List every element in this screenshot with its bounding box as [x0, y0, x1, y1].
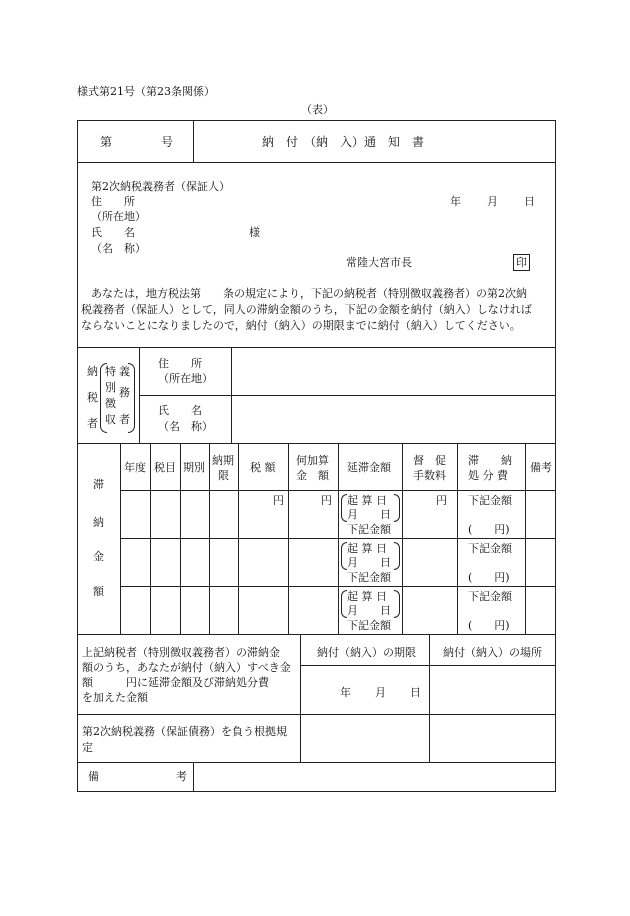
issuer: 常陸大宮市長	[346, 256, 412, 269]
payment-desc-2: 額のうち，あなたが納付（納入）すべき金	[82, 661, 291, 674]
notice-line-3: ならないことになりましたので，納付（納入）の期限までに納付（納入）してください。	[81, 319, 521, 332]
col-due-2: 限	[218, 469, 229, 482]
row3-calc-date: 月 日	[347, 604, 391, 617]
taxpayer-address-sub: （所在地）	[158, 372, 213, 385]
basis-label-2: 定	[82, 741, 93, 754]
date-month: 月	[487, 195, 498, 208]
paren-col1-char2: 別	[105, 381, 116, 394]
date-day: 日	[524, 195, 535, 208]
taxpayer-label-2: 税	[87, 391, 98, 404]
side-label: （表）	[301, 103, 334, 116]
row3-disposal-yen: ( 円)	[468, 619, 510, 632]
row1-fee-yen: 円	[436, 494, 447, 507]
paren-col2-char3: 者	[119, 413, 130, 426]
col-year: 年度	[124, 461, 146, 474]
row1-disposal-below: 下記金額	[468, 494, 512, 507]
paren-col2-char2: 務	[119, 386, 130, 399]
addressee-name-label: 氏 名	[91, 226, 135, 239]
number-label-prefix: 第	[100, 135, 113, 149]
row1-calc-start: 起 算 日	[347, 494, 387, 507]
arrears-label-4: 額	[93, 585, 104, 598]
col-due-1: 納期	[212, 454, 234, 467]
col-tax-item: 税目	[154, 461, 176, 474]
taxpayer-name-label: 氏 名	[158, 404, 202, 417]
paren-col1-char3: 徴	[105, 397, 116, 410]
row3-calc-start: 起 算 日	[347, 590, 387, 603]
basis-label-1: 第2次納税義務（保証債務）を負う根拠規	[82, 725, 287, 738]
col-tax-amount: 税 額	[250, 461, 276, 474]
addressee-name-sub: （名 称）	[91, 242, 146, 255]
notice-line-1: あなたは，地方税法第 条の規定により，下記の納税者（特別徴収義務者）の第2次納	[91, 287, 527, 300]
taxpayer-name-sub: （名 称）	[158, 420, 213, 433]
place-label: 納付（納入）の場所	[443, 646, 542, 659]
payment-desc-3: 額 円に延滞金額及び滞納処分費	[82, 676, 269, 689]
addressee-address-sub: （所在地）	[91, 210, 146, 223]
taxpayer-label-3: 者	[87, 417, 98, 430]
paren-col1-char1: 特	[105, 365, 116, 378]
row2-calc-start: 起 算 日	[347, 542, 387, 555]
row3-below-amount: 下記金額	[347, 619, 391, 632]
row1-calc-date: 月 日	[347, 508, 391, 521]
row1-surcharge-yen: 円	[321, 494, 332, 507]
remarks-label-1: 備	[88, 770, 99, 783]
col-disposal-1: 滞 納	[468, 454, 512, 467]
paren-col2-char1: 義	[119, 365, 130, 378]
col-period: 期別	[183, 461, 205, 474]
col-disposal-2: 処 分 費	[468, 469, 508, 482]
taxpayer-address-label: 住 所	[158, 357, 202, 370]
deadline-day: 日	[410, 686, 421, 699]
frame-right	[555, 120, 556, 792]
paren-col1-char4: 収	[105, 413, 116, 426]
liability-label: 第2次納税義務者（保証人）	[91, 180, 230, 193]
row1-tax-yen: 円	[273, 494, 284, 507]
remarks-label-2: 考	[176, 770, 187, 783]
row1-disposal-yen: ( 円)	[468, 523, 510, 536]
document-title: 納 付 （納 入）通 知 書	[262, 135, 425, 149]
row1-below-amount: 下記金額	[347, 523, 391, 536]
deadline-label: 納付（納入）の期限	[317, 646, 416, 659]
row2-disposal-yen: ( 円)	[468, 571, 510, 584]
arrears-label-1: 滞	[93, 478, 104, 491]
taxpayer-label-1: 納	[87, 365, 98, 378]
number-label-suffix: 号	[161, 135, 174, 149]
deadline-month: 月	[375, 686, 386, 699]
seal-mark: 印	[513, 254, 530, 271]
addressee-address-label: 住 所	[91, 195, 135, 208]
col-remarks: 備考	[530, 461, 552, 474]
row2-disposal-below: 下記金額	[468, 542, 512, 555]
payment-desc-1: 上記納税者（特別徴収義務者）の滞納金	[82, 646, 280, 659]
frame-top	[77, 120, 556, 121]
honorific: 様	[249, 226, 260, 239]
col-surcharge-2: 金 額	[296, 469, 329, 482]
row2-calc-date: 月 日	[347, 556, 391, 569]
frame-bottom	[77, 791, 556, 792]
date-year: 年	[450, 195, 461, 208]
col-surcharge-1: 何加算	[296, 454, 329, 467]
row3-disposal-below: 下記金額	[468, 590, 512, 603]
col-fee-1: 督 促	[413, 454, 446, 467]
col-fee-2: 手数料	[413, 469, 446, 482]
arrears-label-2: 納	[93, 516, 104, 529]
payment-desc-4: を加えた金額	[82, 691, 148, 704]
arrears-label-3: 金	[93, 550, 104, 563]
form-number: 様式第21号（第23条関係）	[77, 85, 215, 98]
notice-line-2: 税義務者（保証人）として，同人の滞納金額のうち，下記の金額を納付（納入）しなければ	[81, 303, 532, 316]
col-delinquency: 延滞金額	[347, 461, 391, 474]
deadline-year: 年	[340, 686, 351, 699]
frame-left	[77, 120, 78, 792]
row2-below-amount: 下記金額	[347, 571, 391, 584]
